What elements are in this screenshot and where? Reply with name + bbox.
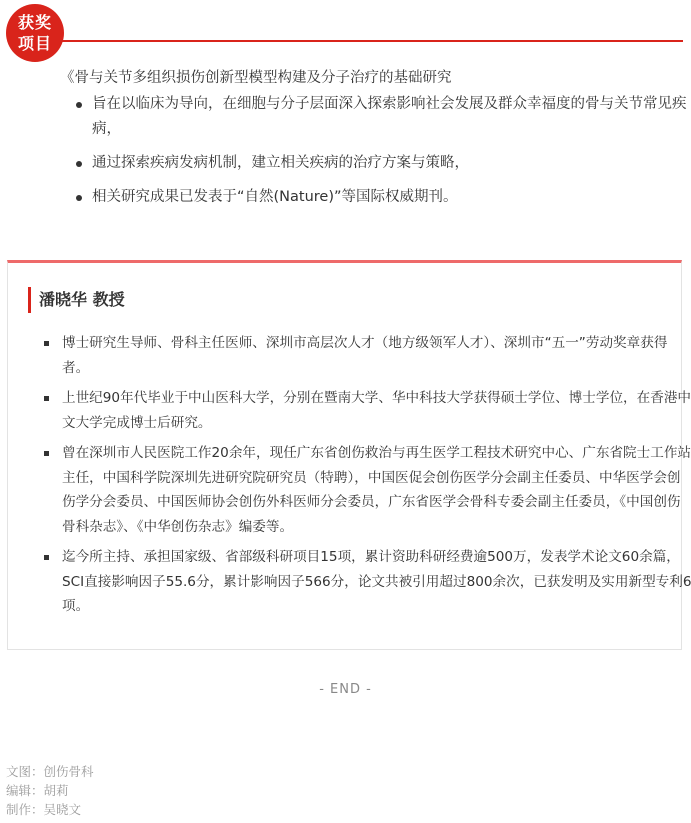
bio-list xyxy=(40,331,691,625)
award-point: 通过探索疾病发病机制，建立相关疾病的治疗方案与策略， xyxy=(92,151,691,176)
credit-editor: 编辑：胡莉 xyxy=(6,783,69,798)
profile-card xyxy=(7,260,691,650)
credit-image: 文图：创伤骨科 xyxy=(6,764,94,779)
award-project-title: 《骨与关节多组织损伤创新型模型构建及分子治疗的基础研究 xyxy=(60,70,452,86)
end-marker: - END - xyxy=(319,682,372,697)
award-badge xyxy=(6,4,64,62)
badge-line-2: 项目 xyxy=(17,34,52,53)
award-point: 相关研究成果已发表于“自然(Nature)”等国际权威期刊。 xyxy=(92,185,691,210)
badge-line-1: 获奖 xyxy=(17,13,52,32)
award-point: 旨在以临床为导向，在细胞与分子层面深入探索影响社会发展及群众幸福度的骨与关节常见疾病， xyxy=(92,92,691,142)
profile-name-heading: 潘晓华 教授 xyxy=(28,287,125,313)
bio-item: 曾在深圳市人民医院工作20余年，现任广东省创伤救治与再生医学工程技术研究中心、广东省院士工作站主任，中国科学院深圳先进研究院研究员（特聘），中国医促会创伤医学分会副主任委员、中华医学会创伤学分会委员、中国医师协会创伤外科医师分会委员，广东省医学会骨科专委会副主任委员，《中国创伤骨科杂志》、《中华创伤杂志》编委等。 xyxy=(62,441,691,539)
credits-block xyxy=(6,762,94,819)
bio-item: 上世纪90年代毕业于中山医科大学，分别在暨南大学、华中科技大学获得硕士学位、博士学位，在香港中文大学完成博士后研究。 xyxy=(62,386,691,435)
credit-producer: 制作：吴晓文 xyxy=(6,802,82,817)
award-points-list xyxy=(68,92,691,219)
bio-item: 迄今所主持、承担国家级、省部级科研项目15项，累计资助科研经费逾500万，发表学术论文60余篇，SCI直接影响因子55.6分，累计影响因子566分，论文共被引用超过800余次，已获发明及实用新型专利6项。 xyxy=(62,545,691,619)
bio-item: 博士研究生导师、骨科主任医师、深圳市高层次人才（地方级领军人才）、深圳市“五一”劳动奖章获得者。 xyxy=(62,331,691,380)
header-divider-line xyxy=(40,40,683,42)
